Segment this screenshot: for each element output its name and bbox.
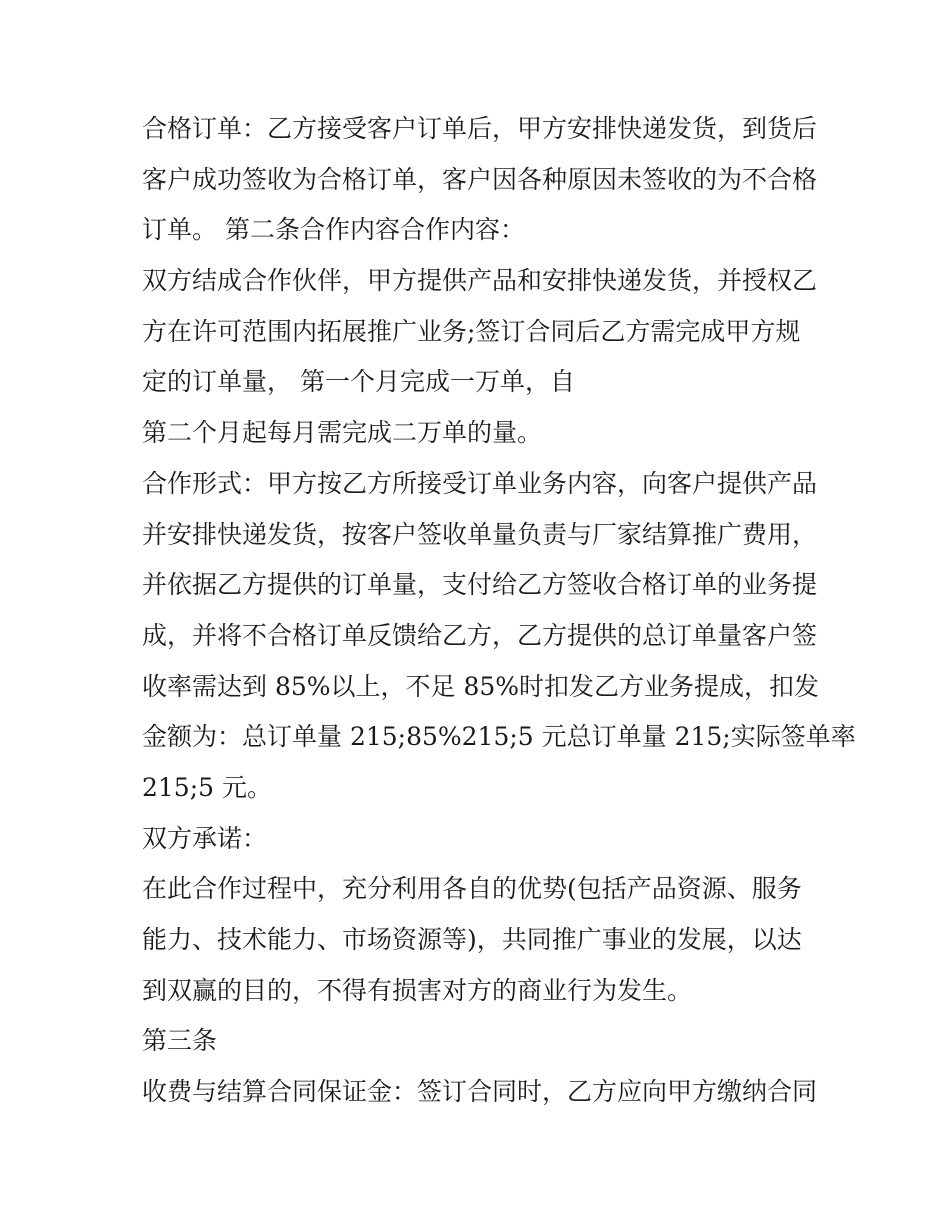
text-line: 客户成功签收为合格订单，客户因各种原因未签收的为不合格: [142, 164, 818, 194]
text-line: 并安排快递发货，按客户签收单量负责与厂家结算推广费用，: [142, 519, 818, 549]
text-line: 合作形式：甲方按乙方所接受订单业务内容，向客户提供产品: [142, 468, 818, 498]
text-line: 合格订单：乙方接受客户订单后，甲方安排快递发货，到货后: [142, 114, 818, 143]
text-line: 金额为：总订单量 215;85%215;5 元总订单量 215;实际签单率: [142, 722, 856, 752]
text-line: 能力、技术能力、市场资源等)，共同推广事业的发展，以达: [142, 925, 802, 954]
text-line: 第三条: [142, 1026, 218, 1056]
text-line: 收率需达到 85%以上，不足 85%时扣发乙方业务提成，扣发: [142, 671, 820, 701]
text-line: 双方承诺：: [142, 823, 268, 853]
text-line: 到双赢的目的，不得有损害对方的商业行为发生。: [142, 975, 693, 1005]
text-line: 第二个月起每月需完成二万单的量。: [142, 418, 543, 448]
text-line: 订单。 第二条合作内容合作内容：: [142, 215, 525, 245]
text-line: 双方结成合作伙伴，甲方提供产品和安排快递发货，并授权乙: [142, 266, 818, 296]
text-line: 方在许可范围内拓展推广业务;签订合同后乙方需完成甲方规: [142, 316, 801, 346]
text-line: 在此合作过程中，充分利用各自的优势(包括产品资源、服务: [142, 874, 802, 904]
text-line: 215;5 元。: [142, 772, 272, 802]
text-line: 定的订单量， 第一个月完成一万单，自: [142, 367, 575, 397]
text-line: 并依据乙方提供的订单量，支付给乙方签收合格订单的业务提: [142, 570, 818, 600]
contract-body-text: [142, 104, 856, 1118]
text-line: 收费与结算合同保证金：签订合同时，乙方应向甲方缴纳合同: [142, 1077, 818, 1107]
text-line: 成，并将不合格订单反馈给乙方，乙方提供的总订单量客户签: [142, 620, 818, 650]
